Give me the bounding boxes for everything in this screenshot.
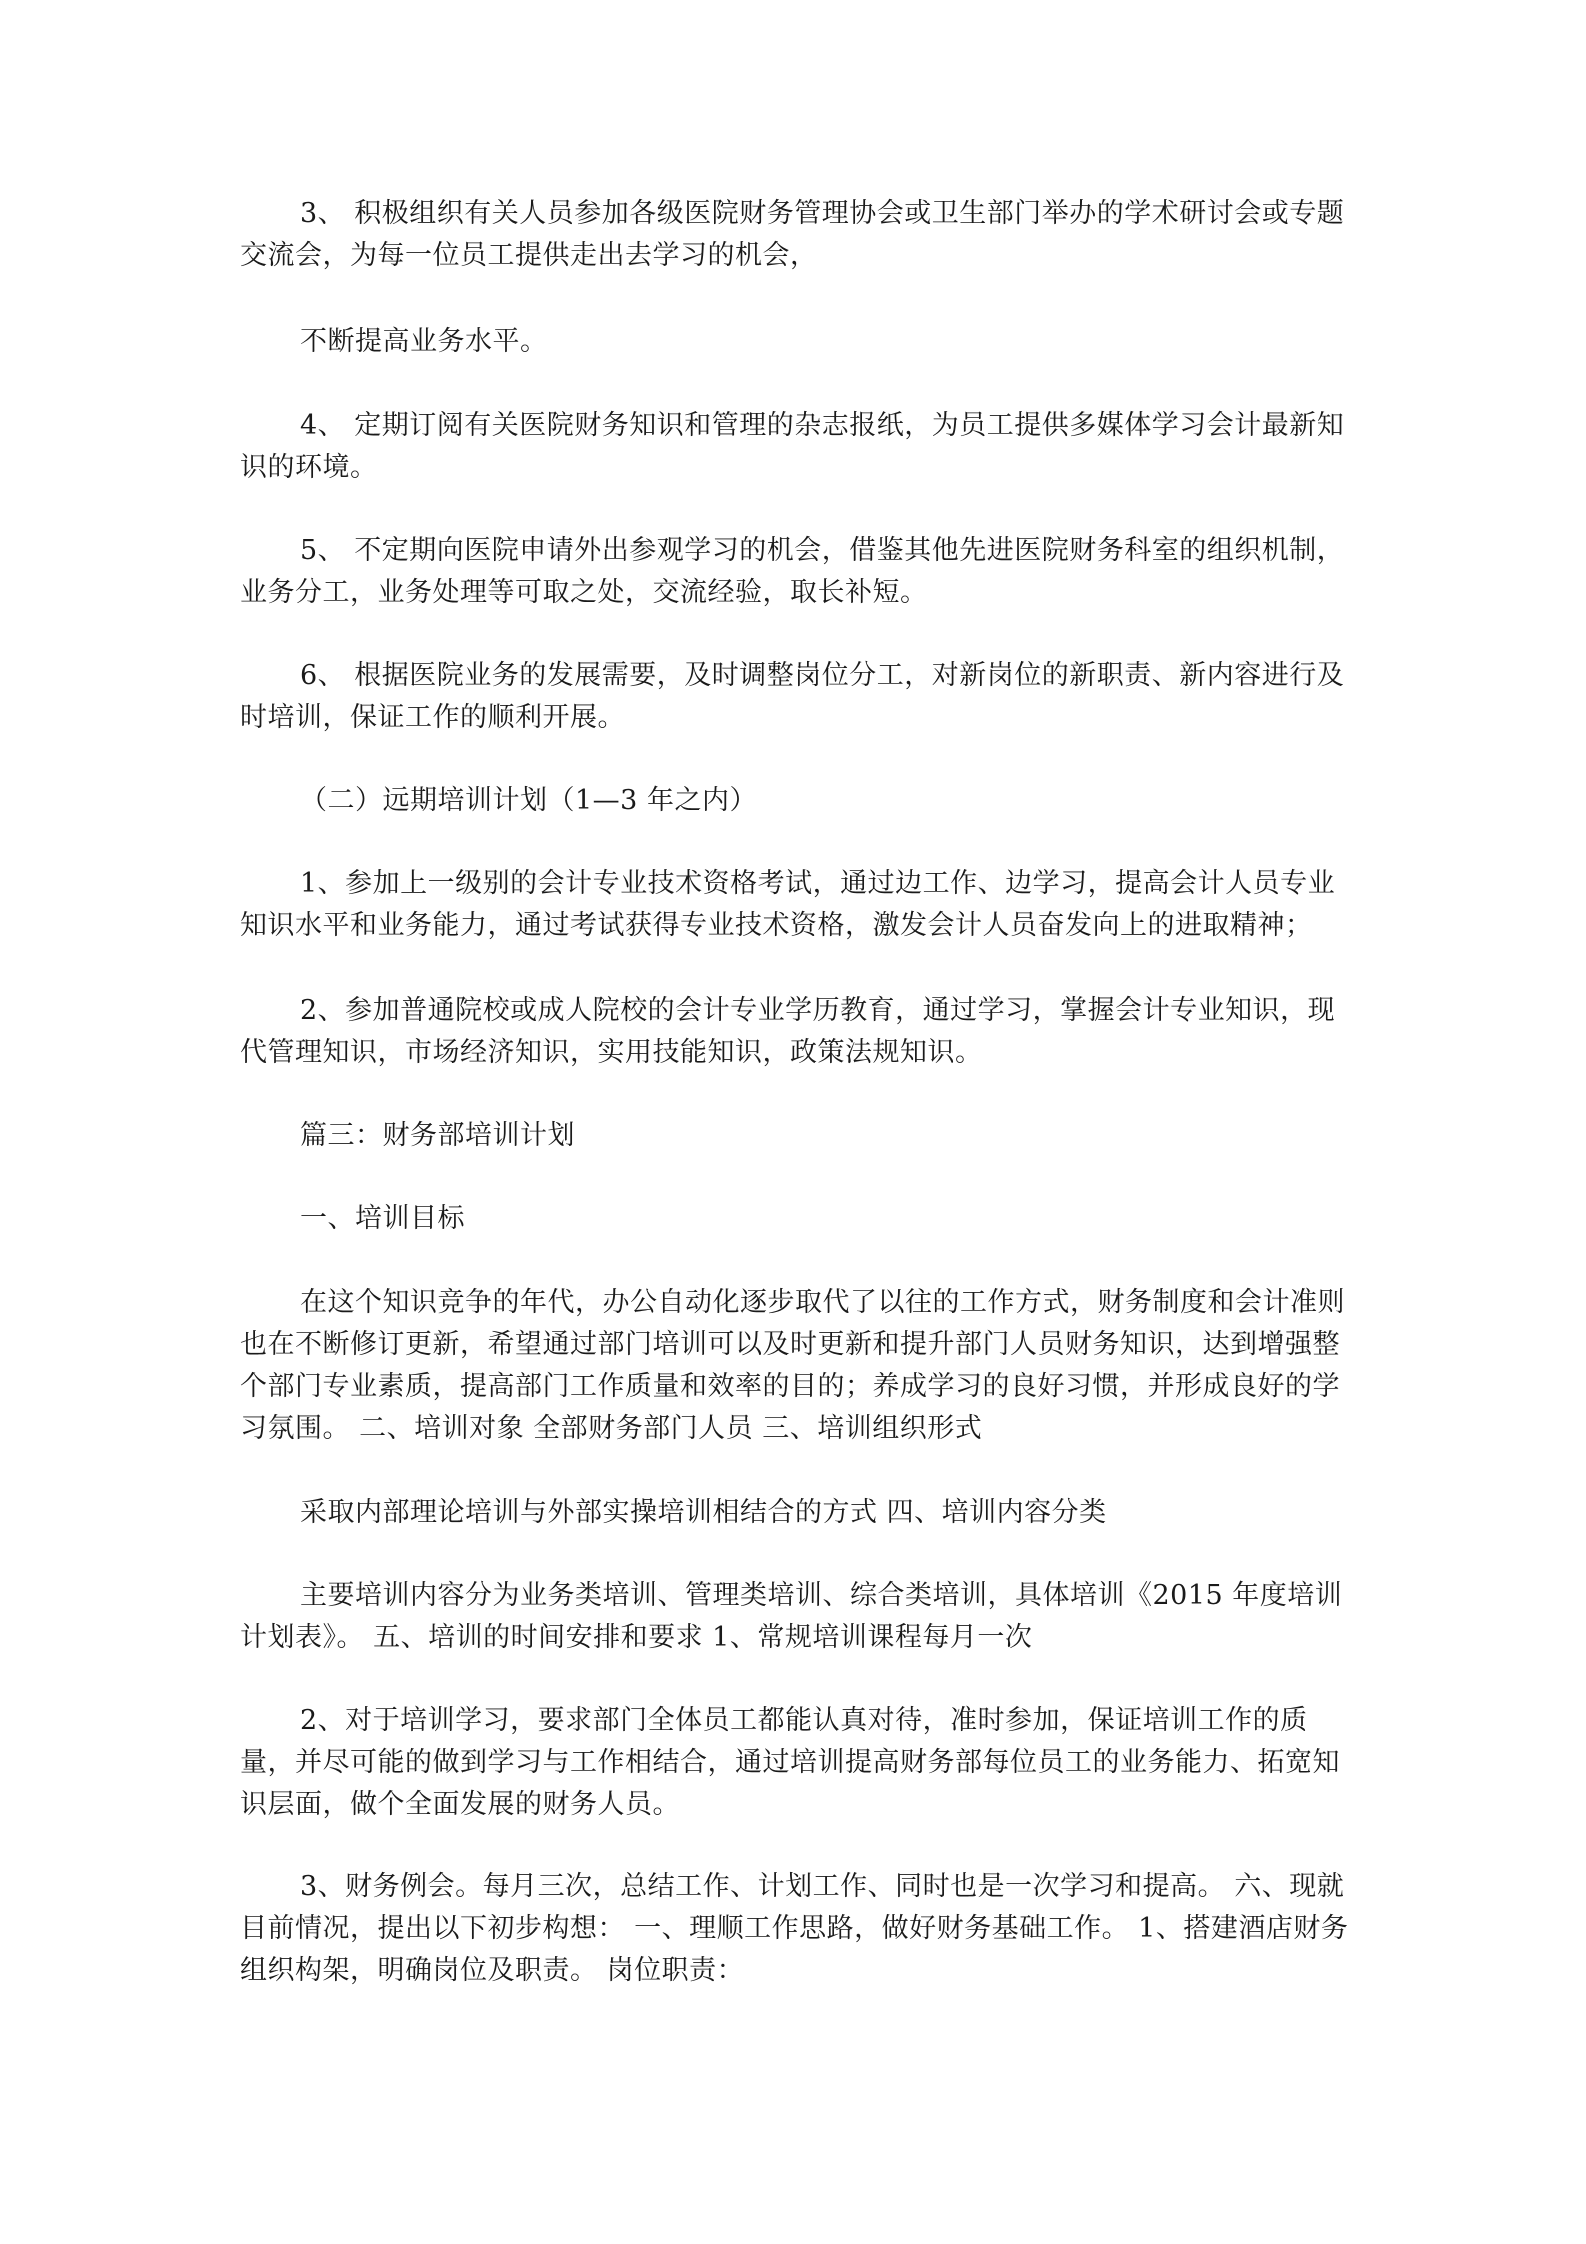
- chapter-heading: 篇三：财务部培训计划: [300, 1120, 575, 1151]
- paragraph-6: 6、 根据医院业务的发展需要，及时调整岗位分工，对新岗位的新职责、新内容进行及时培训，保证工作的顺利开展。: [240, 660, 1345, 733]
- paragraph-training-goal: 在这个知识竞争的年代，办公自动化逐步取代了以往的工作方式，财务制度和会计准则也在不断修订更新，希望通过部门培训可以及时更新和提升部门人员财务知识，达到增强整个部门专业素质，提高部门工作质量和效率的目的；养成学习的良好习惯，并形成良好的学习氛围。 二、培训对象 全部财务部门人员 三、培训组织形式: [240, 1287, 1345, 1444]
- section-heading-training-goal: 一、培训目标: [300, 1203, 465, 1234]
- paragraph-long-term-1: 1、参加上一级别的会计专业技术资格考试，通过边工作、边学习，提高会计人员专业知识水平和业务能力，通过考试获得专业技术资格，激发会计人员奋发向上的进取精神；: [240, 868, 1336, 941]
- paragraph-long-term-2: 2、参加普通院校或成人院校的会计专业学历教育，通过学习，掌握会计专业知识，现代管理知识，市场经济知识，实用技能知识，政策法规知识。: [240, 995, 1336, 1068]
- paragraph-4: 4、 定期订阅有关医院财务知识和管理的杂志报纸，为员工提供多媒体学习会计最新知识的环境。: [240, 410, 1345, 483]
- section-heading-long-term-plan: （二）远期培训计划（1—3 年之内）: [300, 785, 757, 816]
- paragraph-finance-meeting: 3、财务例会。每月三次，总结工作、计划工作、同时也是一次学习和提高。 六、现就目前情况，提出以下初步构想： 一、理顺工作思路，做好财务基础工作。 1、搭建酒店财务组织构架，明确岗位及职责。 岗位职责：: [240, 1871, 1349, 1986]
- paragraph-5: 5、 不定期向医院申请外出参观学习的机会，借鉴其他先进医院财务科室的组织机制，业务分工，业务处理等可取之处，交流经验，取长补短。: [240, 535, 1345, 608]
- paragraph-training-content: 主要培训内容分为业务类培训、管理类培训、综合类培训，具体培训《2015 年度培训计划表》。 五、培训的时间安排和要求 1、常规培训课程每月一次: [240, 1580, 1343, 1653]
- paragraph-training-format: 采取内部理论培训与外部实操培训相结合的方式 四、培训内容分类: [300, 1497, 1107, 1528]
- paragraph-continued: 不断提高业务水平。: [300, 326, 548, 357]
- paragraph-3: 3、 积极组织有关人员参加各级医院财务管理协会或卫生部门举办的学术研讨会或专题交流会，为每一位员工提供走出去学习的机会，: [240, 198, 1345, 271]
- paragraph-training-requirement-2: 2、对于培训学习，要求部门全体员工都能认真对待，准时参加，保证培训工作的质量，并尽可能的做到学习与工作相结合，通过培训提高财务部每位员工的业务能力、拓宽知识层面，做个全面发展的财务人员。: [240, 1705, 1340, 1820]
